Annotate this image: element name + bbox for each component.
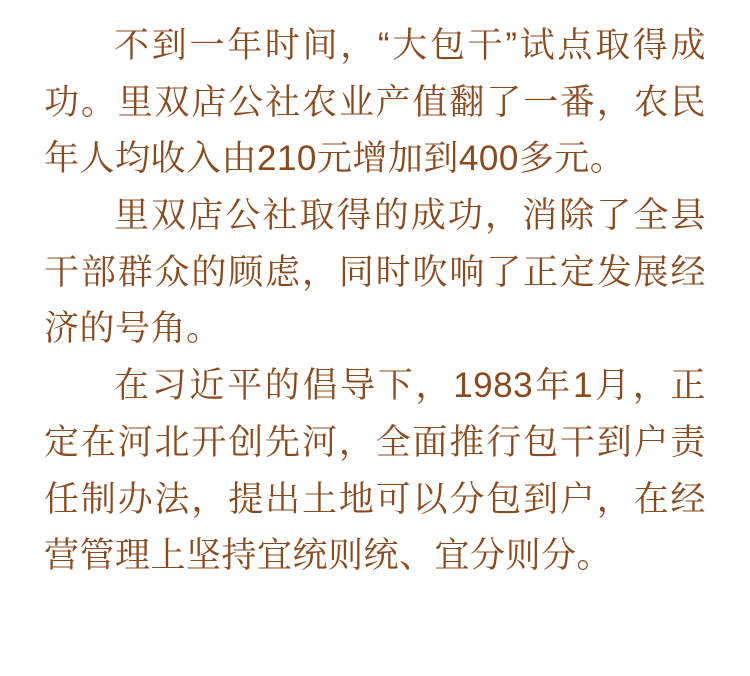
paragraph-2: 里双店公社取得的成功，消除了全县干部群众的顾虑，同时吹响了正定发展经济的号角。 [44,196,706,349]
paragraph-3: 在习近平的倡导下，1983年1月，正定在河北开创先河，全面推行包干到户责任制办法，提出土地可以分包到户，在经营管理上坚持宜统则统、宜分则分。 [44,366,706,576]
paragraph-1: 不到一年时间，“大包干”试点取得成功。里双店公社农业产值翻了一番，农民年人均收入由210元增加到400多元。 [44,26,706,179]
article-body [44,18,706,585]
